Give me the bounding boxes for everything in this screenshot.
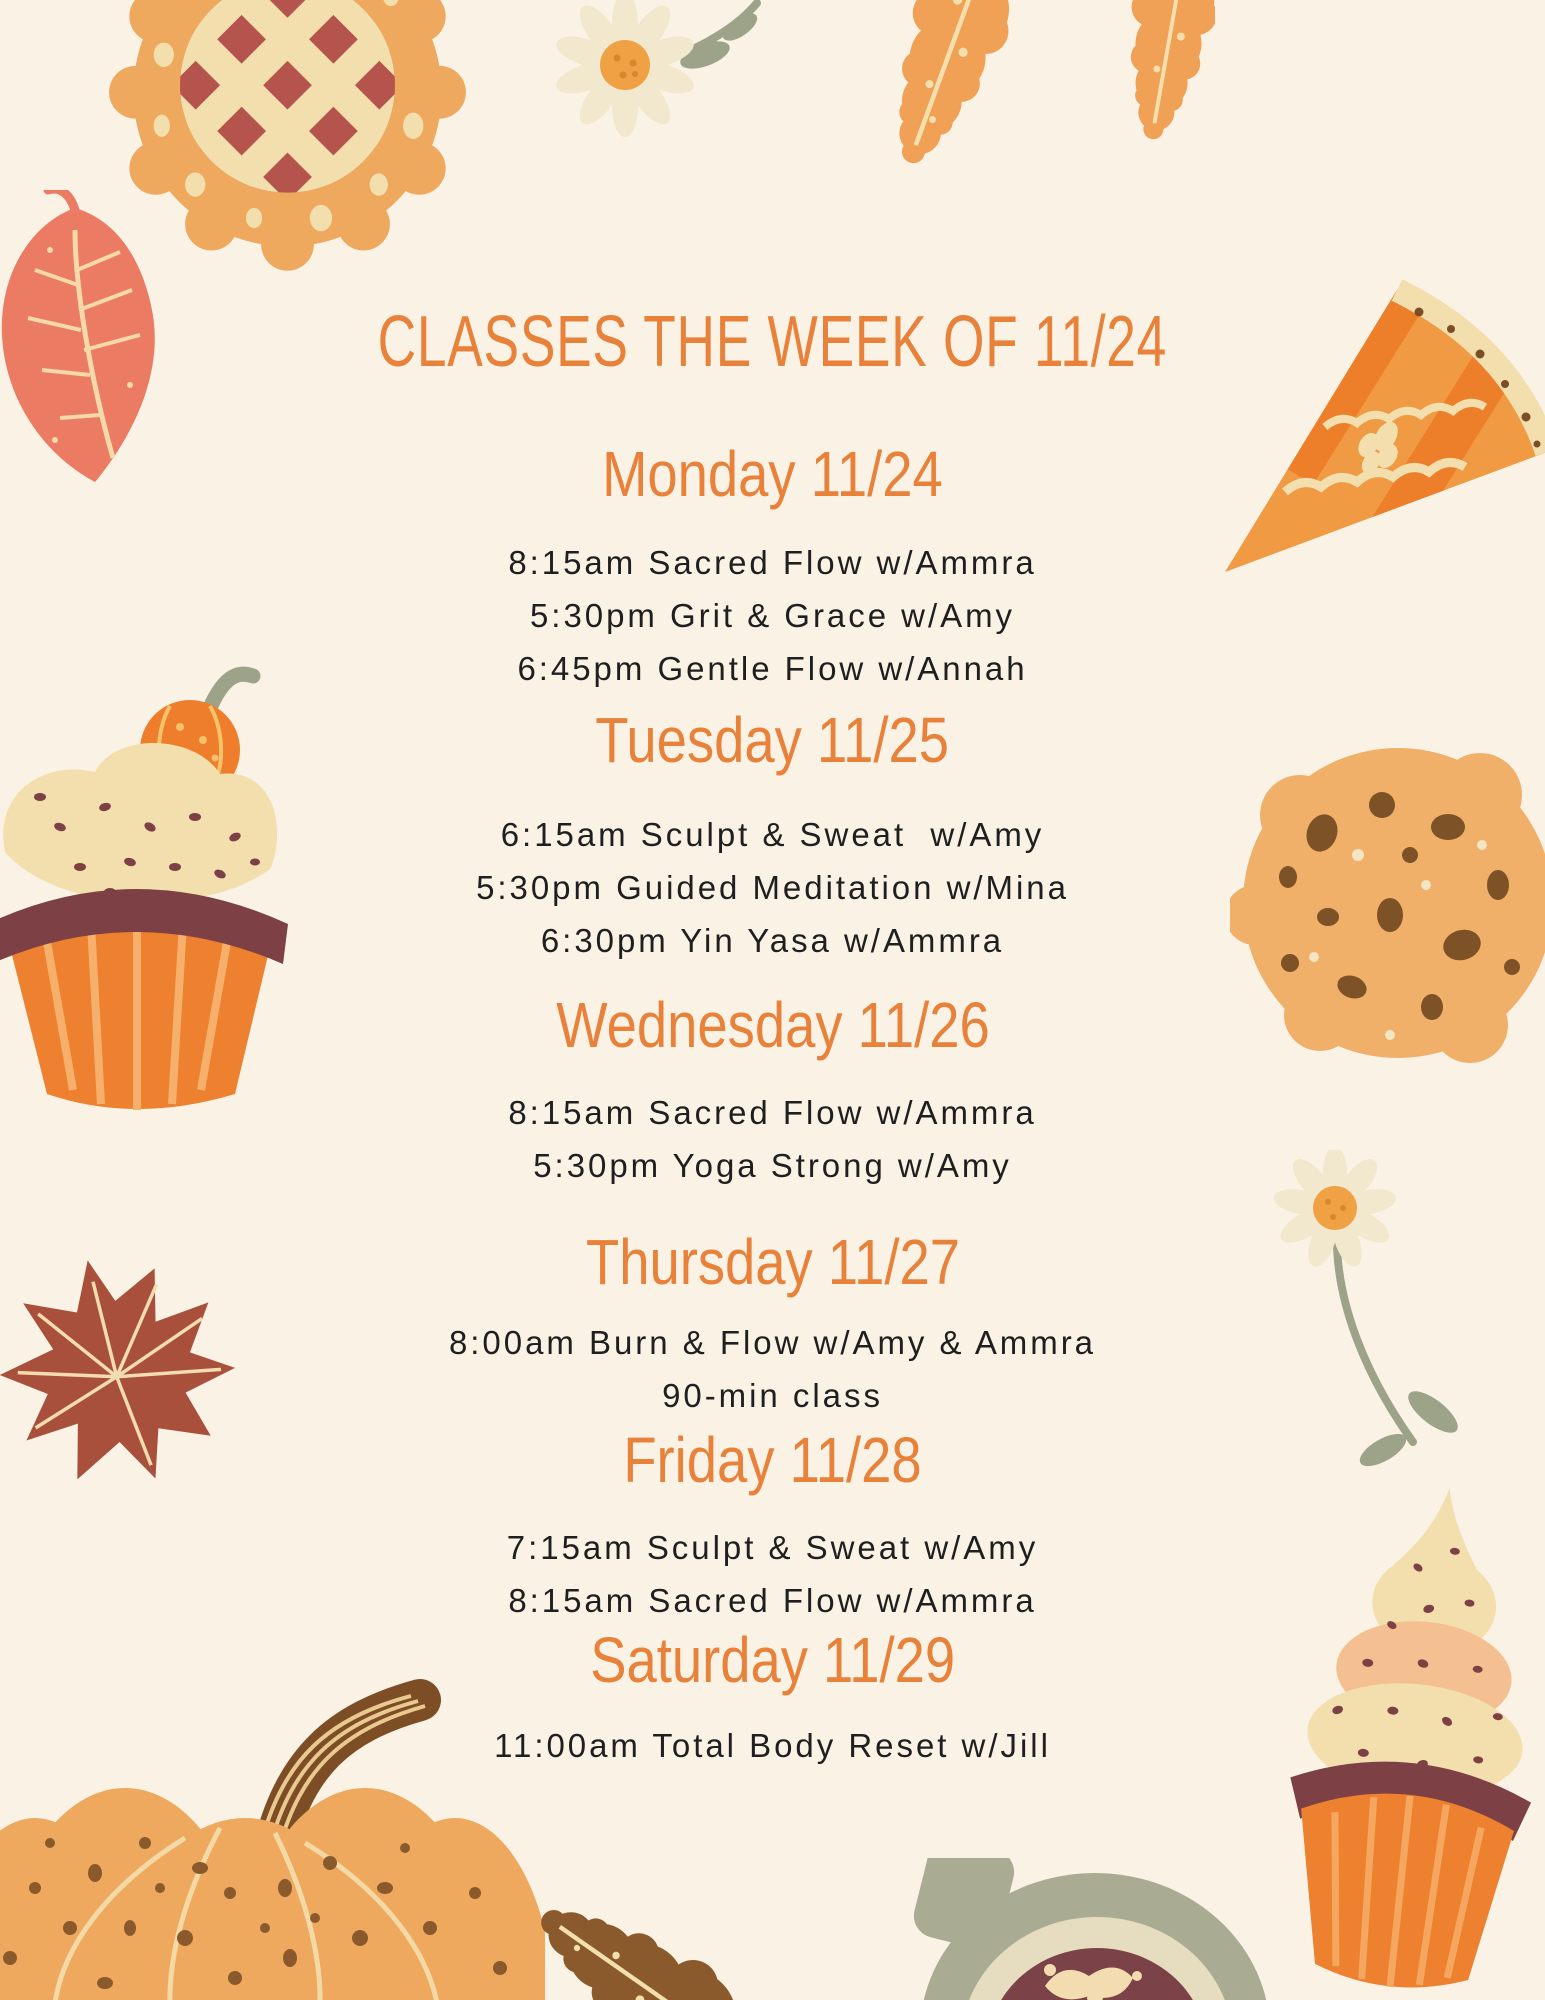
class-line: 8:15am Sacred Flow w/Ammra xyxy=(508,544,1037,581)
oak-leaf-brown-icon xyxy=(525,1838,825,2000)
class-line: 5:30pm Yoga Strong w/Amy xyxy=(533,1147,1012,1184)
day-heading-friday: Friday 11/28 xyxy=(623,1424,922,1496)
day-heading-wednesday: Wednesday 11/26 xyxy=(555,989,990,1061)
lattice-pie-icon xyxy=(105,0,470,290)
class-line: 6:15am Sculpt & Sweat w/Amy xyxy=(500,816,1045,853)
class-line: 8:15am Sacred Flow w/Ammra xyxy=(508,1582,1037,1619)
class-line: 5:30pm Grit & Grace w/Amy xyxy=(529,597,1016,634)
poster-title: CLASSES THE WEEK OF 11/24 xyxy=(377,302,1168,382)
class-line: 6:45pm Gentle Flow w/Annah xyxy=(517,650,1028,687)
day-heading-thursday: Thursday 11/27 xyxy=(585,1226,960,1298)
day-heading-monday: Monday 11/24 xyxy=(602,438,943,510)
class-line: 8:00am Burn & Flow w/Amy & Ammra xyxy=(448,1324,1097,1361)
daisy-flower-icon xyxy=(545,0,775,190)
class-line: 5:30pm Guided Meditation w/Mina xyxy=(476,869,1069,906)
pumpkin-icon xyxy=(0,1638,545,2000)
oak-leaves-orange-icon xyxy=(855,0,1215,250)
class-line: 8:15am Sacred Flow w/Ammra xyxy=(508,1094,1037,1131)
class-line: 6:30pm Yin Yasa w/Ammra xyxy=(540,922,1005,959)
latte-cup-icon xyxy=(845,1858,1275,2000)
class-line: 90-min class xyxy=(662,1377,883,1414)
class-line: 7:15am Sculpt & Sweat w/Amy xyxy=(506,1529,1039,1566)
class-line: 11:00am Total Body Reset w/Jill xyxy=(494,1727,1051,1764)
day-heading-saturday: Saturday 11/29 xyxy=(590,1624,955,1696)
day-heading-tuesday: Tuesday 11/25 xyxy=(595,704,950,776)
